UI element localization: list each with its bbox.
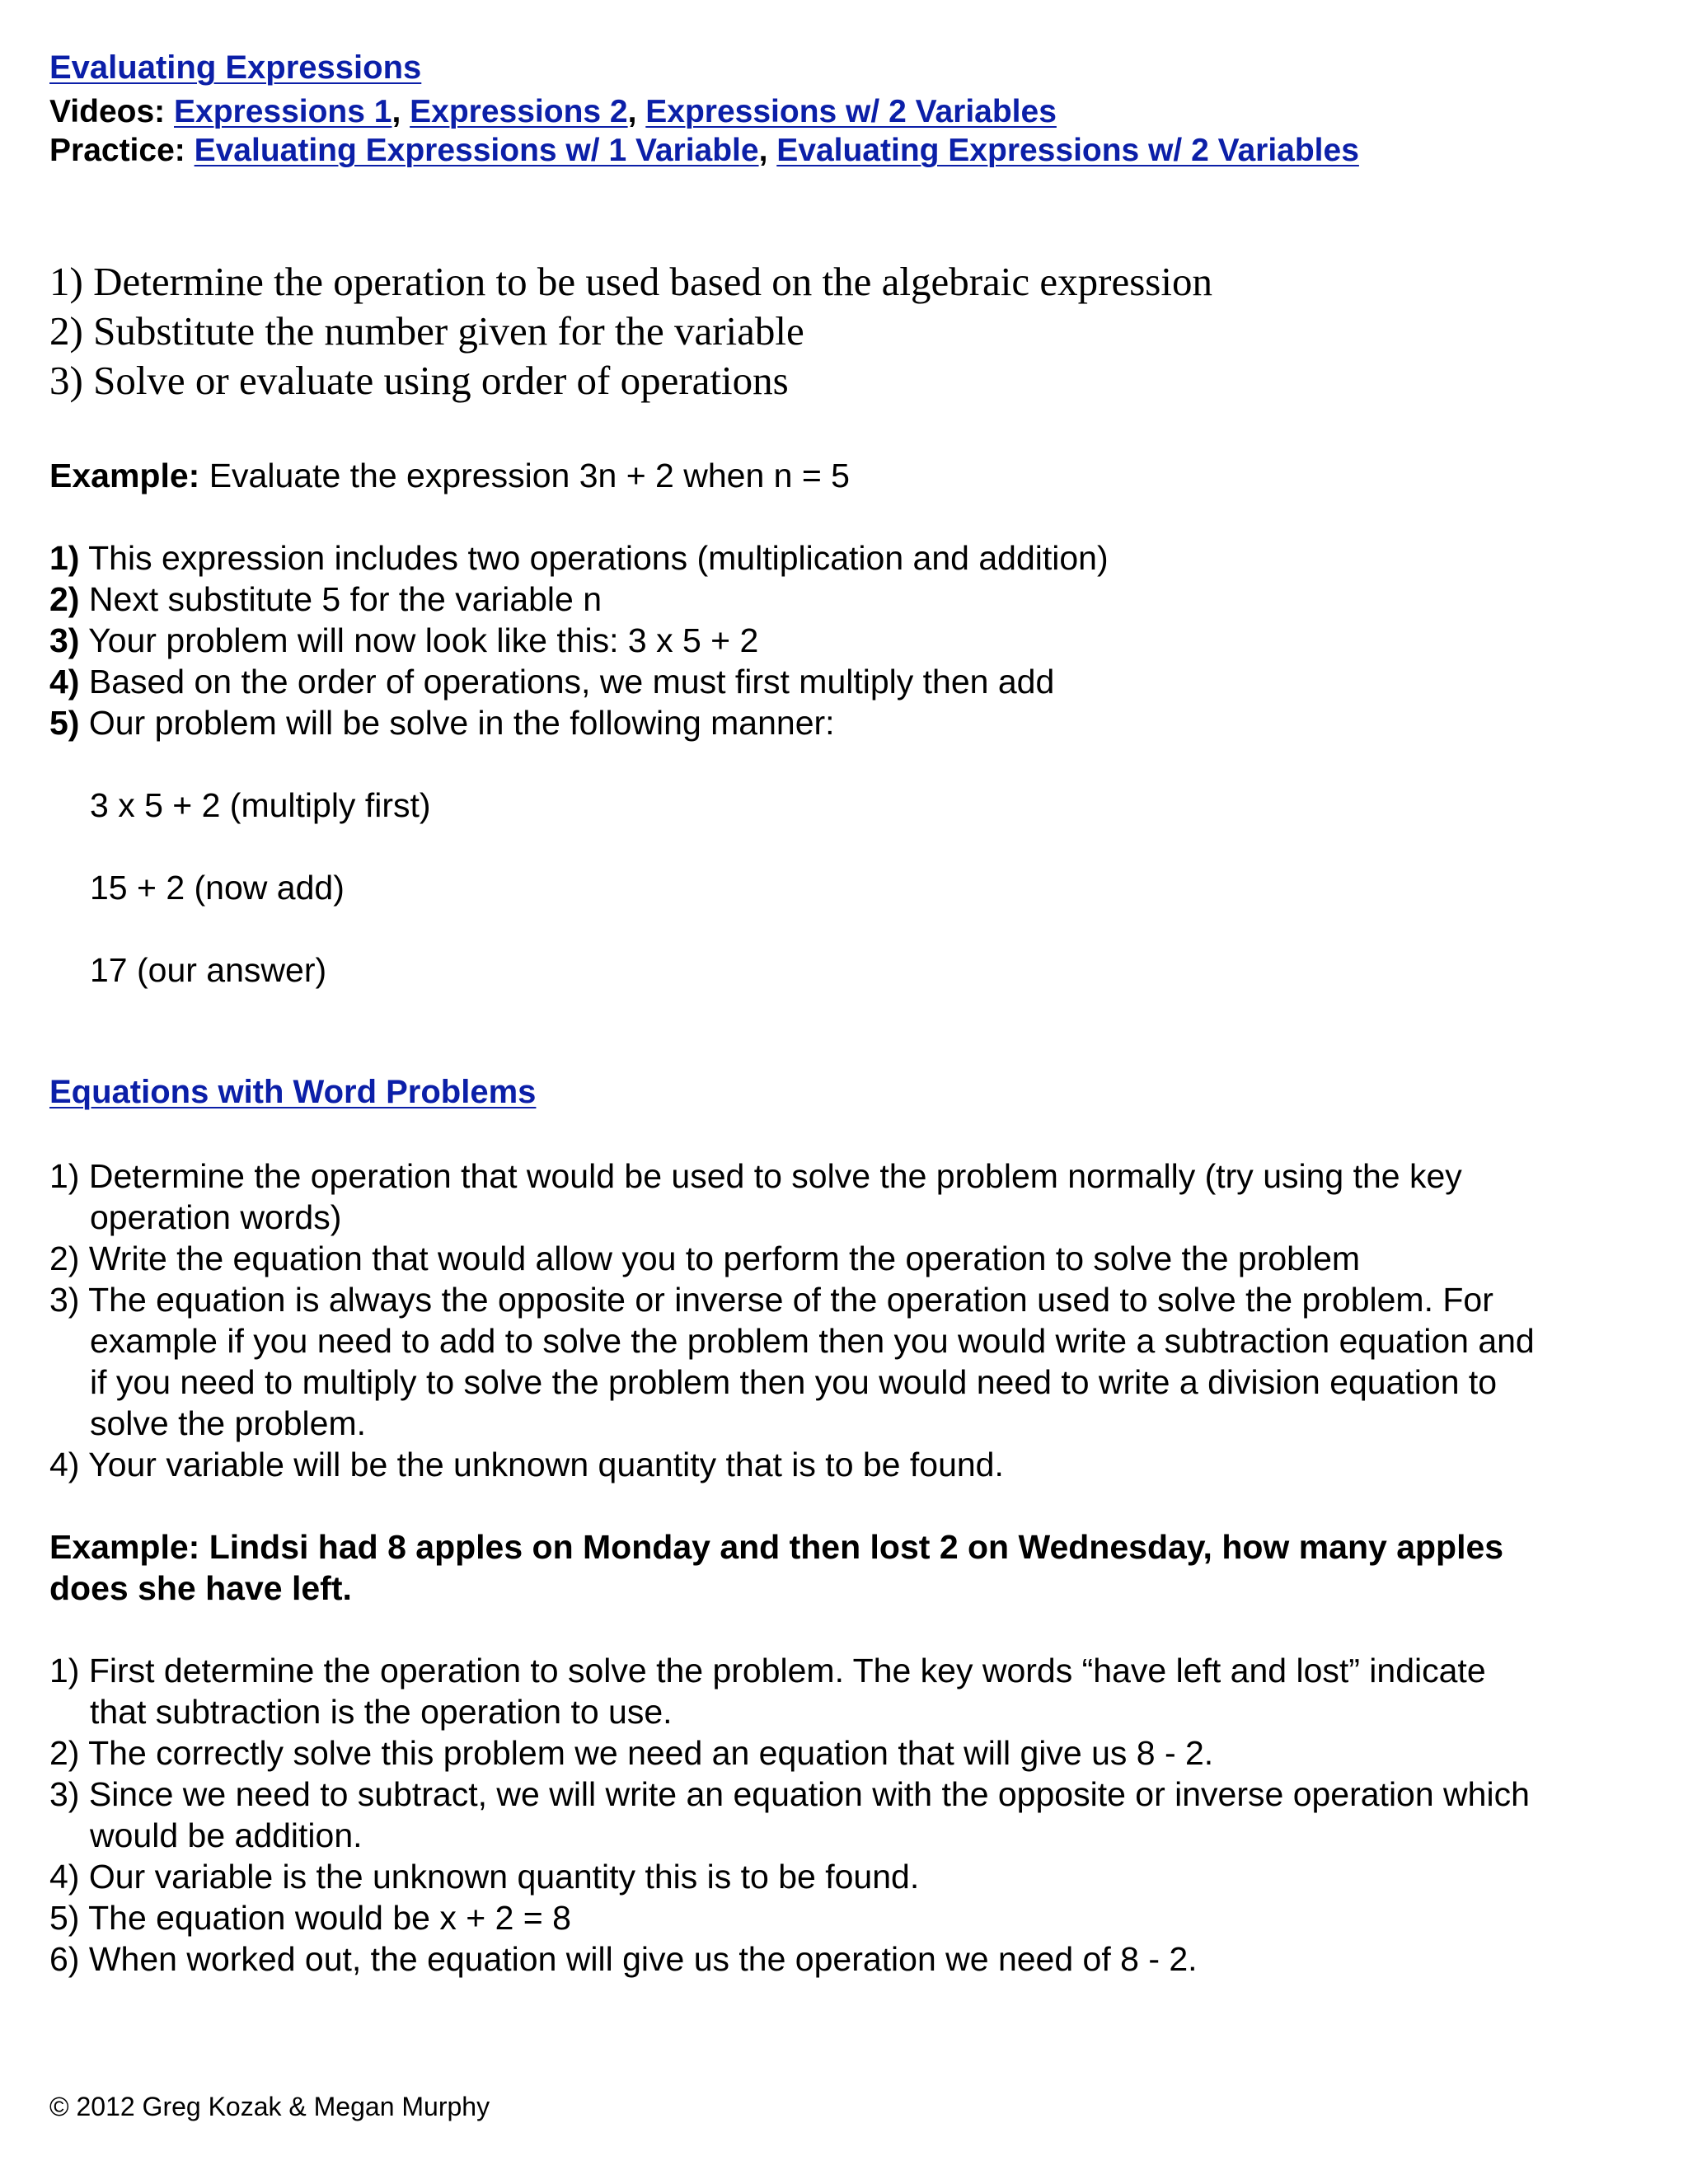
wp-step-4: 4) Your variable will be the unknown quantity that is to be found.: [49, 1446, 1004, 1483]
work-line-1: 3 x 5 + 2 (multiply first): [90, 786, 431, 824]
equations-word-problems-link[interactable]: Equations with Word Problems: [49, 1074, 537, 1110]
example-1-heading: [49, 457, 850, 495]
practice-link-1-variable[interactable]: Evaluating Expressions w/ 1 Variable: [194, 133, 759, 168]
example-1-step-3: 3) Your problem will now look like this: 3 x 5 + 2: [49, 621, 759, 659]
step-2: 2) Substitute the number given for the variable: [49, 308, 804, 354]
practice-line: Practice: Evaluating Expressions w/ 1 Variable, Evaluating Expressions w/ 2 Variables: [49, 133, 1359, 168]
evaluating-expressions-link[interactable]: Evaluating Expressions: [49, 49, 422, 86]
example-1-step-5: 5) Our problem will be solve in the following manner:: [49, 704, 835, 742]
example-2-heading-line-1: Example: Lindsi had 8 apples on Monday and then lost 2 on Wednesday, how many apples: [49, 1528, 1504, 1566]
copyright-footer: © 2012 Greg Kozak & Megan Murphy: [49, 2092, 490, 2121]
work-line-3: 17 (our answer): [90, 951, 327, 989]
example-2-step-4: 4) Our variable is the unknown quantity this is to be found.: [49, 1858, 920, 1896]
example-1-step-4: 4) Based on the order of operations, we must first multiply then add: [49, 663, 1055, 701]
wp-step-1-line-2: operation words): [90, 1198, 342, 1236]
video-link-expressions-1[interactable]: Expressions 1: [174, 94, 392, 129]
step-1: 1) Determine the operation to be used based on the algebraic expression: [49, 259, 1212, 304]
work-line-2: 15 + 2 (now add): [90, 869, 345, 907]
step-3: 3) Solve or evaluate using order of operations: [49, 358, 789, 403]
example-label: Example:: [49, 457, 200, 494]
wp-step-3-line-3: if you need to multiply to solve the problem then you would need to write a division equation to: [90, 1363, 1498, 1401]
example-1-step-2: 2) Next substitute 5 for the variable n: [49, 580, 603, 618]
section-title-word-problems: [49, 1074, 536, 1111]
videos-line: Videos: Expressions 1, Expressions 2, Expressions w/ 2 Variables: [49, 94, 1057, 129]
example-2-step-1-line-2: that subtraction is the operation to use.: [90, 1693, 673, 1731]
practice-link-2-variables[interactable]: Evaluating Expressions w/ 2 Variables: [776, 133, 1359, 168]
example-1-step-1: 1) This expression includes two operations (multiplication and addition): [49, 539, 1109, 577]
example-2-step-1-line-1: 1) First determine the operation to solve the problem. The key words “have left and lost” indicate: [49, 1652, 1486, 1690]
example-text: Evaluate the expression 3n + 2 when n = 5: [199, 457, 850, 494]
example-2-step-3-line-2: would be addition.: [90, 1816, 363, 1854]
videos-label: Videos:: [49, 94, 166, 129]
section-title-evaluating-expressions: [49, 49, 421, 87]
video-link-expressions-2[interactable]: Expressions 2: [410, 94, 628, 129]
wp-step-1-line-1: 1) Determine the operation that would be used to solve the problem normally (try using the key: [49, 1157, 1462, 1195]
wp-step-3-line-4: solve the problem.: [90, 1404, 367, 1442]
example-2-step-5: 5) The equation would be x + 2 = 8: [49, 1899, 571, 1937]
wp-step-2: 2) Write the equation that would allow you to perform the operation to solve the problem: [49, 1240, 1361, 1277]
practice-label: Practice:: [49, 133, 185, 168]
wp-step-3-line-1: 3) The equation is always the opposite or inverse of the operation used to solve the problem. For: [49, 1281, 1493, 1319]
wp-step-3-line-2: example if you need to add to solve the problem then you would write a subtraction equation and: [90, 1322, 1535, 1360]
example-2-step-2: 2) The correctly solve this problem we need an equation that will give us 8 - 2.: [49, 1734, 1214, 1772]
example-2-step-6: 6) When worked out, the equation will give us the operation we need of 8 - 2.: [49, 1940, 1198, 1978]
example-2-heading-line-2: does she have left.: [49, 1569, 352, 1607]
video-link-expressions-2-variables[interactable]: Expressions w/ 2 Variables: [645, 94, 1057, 129]
example-2-step-3-line-1: 3) Since we need to subtract, we will write an equation with the opposite or inverse operation which: [49, 1775, 1530, 1813]
